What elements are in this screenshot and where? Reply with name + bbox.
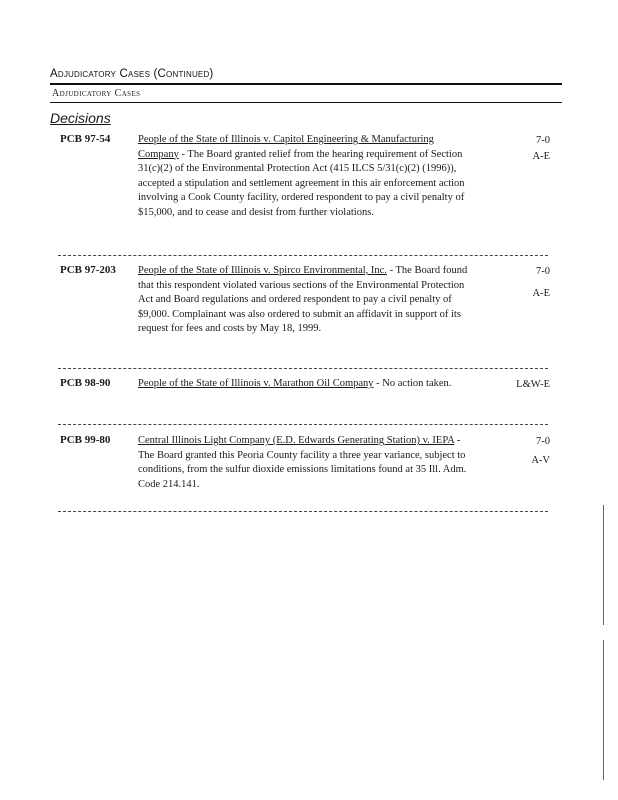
vote-count: 7-0 — [536, 266, 550, 277]
case-type-code: A-V — [531, 455, 550, 466]
case-separator — [58, 511, 548, 512]
case-name: People of the State of Illinois v. Capitol Engineering & Manufacturing Company — [138, 134, 434, 160]
case-entry — [50, 434, 562, 494]
case-vote — [490, 434, 550, 469]
case-entry — [50, 264, 562, 354]
case-description — [138, 377, 474, 392]
case-vote — [490, 377, 550, 393]
vote-count: 7-0 — [536, 135, 550, 146]
case-vote — [490, 133, 550, 165]
case-type-code: A-E — [532, 288, 550, 299]
case-number: PCB 99-80 — [60, 434, 111, 446]
case-separator — [58, 255, 548, 256]
subheader-rule — [50, 102, 562, 103]
page-header-subtitle: Adjudicatory Cases — [52, 88, 141, 99]
scan-edge-mark — [603, 640, 604, 780]
case-entry — [50, 133, 562, 243]
scan-edge-mark — [603, 505, 604, 625]
page-header-title: Adjudicatory Cases (Continued) — [50, 68, 214, 80]
case-number: PCB 98-90 — [60, 377, 111, 389]
case-text: - The Board granted this Peoria County facility a three year variance, subject to conditions, from the sulfur dioxide emissions limitations found at 35 Ill. Adm. Code 214.141. — [138, 435, 467, 490]
case-text: - No action taken. — [373, 378, 452, 389]
case-name: People of the State of Illinois v. Spirco Environmental, Inc. — [138, 265, 387, 276]
case-description — [138, 434, 474, 492]
case-separator — [58, 368, 548, 369]
case-type-code: L&W-E — [516, 379, 550, 390]
section-title: Decisions — [50, 110, 111, 126]
case-text: - The Board granted relief from the hearing requirement of Section 31(c)(2) of the Environmental Protection Act (415 ILCS 5/31(c)(2) (1996)), accepted a stipulation and settlement agreement in this air enforcement action involving a Cook County facility, ordered respondent to pay a civil penalty of $15,000, and to cease and desist from further violations. — [138, 148, 465, 218]
vote-count: 7-0 — [536, 436, 550, 447]
case-text: - The Board found that this respondent violated various sections of the Environmental Protection Act and Board regulations and ordered respondent to pay a civil penalty of $9,000. Complainant was also ordered to submit an affidavit in support of its request for fees and costs by May 18, 1999. — [138, 265, 468, 334]
header-rule — [50, 83, 562, 85]
case-number: PCB 97-203 — [60, 264, 116, 276]
case-separator — [58, 424, 548, 425]
case-number: PCB 97-54 — [60, 133, 111, 145]
case-vote — [490, 264, 550, 302]
case-name: Central Illinois Light Company (E.D. Edwards Generating Station) v. IEPA — [138, 435, 455, 446]
case-entry — [50, 377, 562, 407]
case-type-code: A-E — [532, 151, 550, 162]
case-description — [138, 133, 474, 220]
case-name: People of the State of Illinois v. Marathon Oil Company — [138, 378, 374, 389]
case-description — [138, 264, 474, 337]
